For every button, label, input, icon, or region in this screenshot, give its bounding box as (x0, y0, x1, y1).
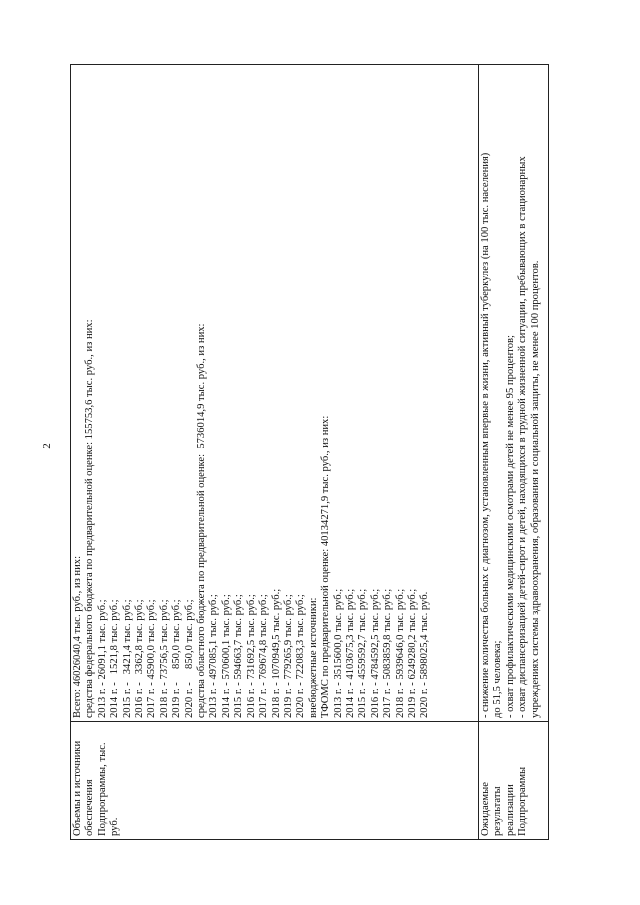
tfoms-year-line: 2019 г. - 6249280,2 тыс. руб.; (406, 588, 418, 718)
result-line: - снижение количества больных с диагнозом, установленным впервые в жизни, активный туберкулез (на 100 тыс. населения) (480, 152, 491, 718)
regional-year-line: 2018 г. - 1070949,5 тыс. руб.; (270, 588, 282, 718)
expected-results-row (479, 65, 549, 840)
regional-year-line: 2020 г. - 722083,3 тыс. руб.; (295, 594, 307, 718)
funding-label-line: Объемы и источники (72, 740, 83, 836)
tfoms-year-line: 2013 г. - 3515600,0 тыс. руб.; (332, 588, 344, 718)
federal-year-line: 2020 г. - 850,0 тыс. руб.; (183, 599, 195, 718)
results-label-line: реализации (504, 784, 516, 836)
federal-year-line: 2018 г. - 73756,5 тыс. руб.; (158, 599, 170, 718)
funding-label-line: Подпрограммы, тыс. (96, 742, 108, 836)
tfoms-year-line: 2016 г. - 4784592,5 тыс. руб.; (369, 588, 381, 718)
result-line: - охват диспансеризацией детей-сирот и детей, находящихся в трудной жизненной ситуации, пребывающих в стационарных (517, 156, 529, 718)
funding-content-cell (71, 65, 479, 722)
funding-total: Всего: 46026040,4 тыс. руб., из них: (72, 555, 83, 718)
tfoms-year-line: 2017 г. - 5083859,8 тыс. руб.; (382, 588, 394, 718)
regional-year-line: 2015 г. - 594663,7 тыс. руб.; (233, 594, 245, 718)
funding-row (71, 65, 479, 840)
rotated-landscape-wrapper (70, 65, 556, 840)
results-label-line: Ожидаемые (480, 782, 491, 836)
funding-label-cell (71, 722, 479, 840)
regional-budget-heading: средства областного бюджета по предварительной оценке: 5736014,9 тыс. руб., из них: (196, 323, 208, 718)
funding-label-line: руб. (109, 817, 121, 836)
expected-results-content-cell (479, 65, 549, 722)
federal-year-line: 2019 г. - 850,0 тыс. руб.; (171, 599, 183, 718)
results-label-line: результаты (492, 786, 504, 836)
tfoms-year-line: 2014 г. - 4103675,3 тыс. руб.; (344, 588, 356, 718)
tfoms-year-line: 2015 г. - 4559592,7 тыс. руб.; (357, 588, 369, 718)
regional-year-line: 2013 г. - 497085,1 тыс. руб.; (208, 594, 220, 718)
extrabudgetary-heading: внебюджетные источники: (307, 597, 319, 718)
result-line: учреждениях системы здравоохранения, образования и социальной защиты, не менее 100 процентов. (529, 260, 541, 718)
result-line: - охват профилактическими медицинскими осмотрами детей не менее 95 процентов; (504, 335, 516, 718)
subprogram-passport-table (70, 64, 549, 840)
federal-budget-heading: средства федерального бюджета по предварительной оценке: 155753,6 тыс. руб., из них: (84, 319, 96, 718)
result-line: до 51,5 человека; (492, 640, 504, 718)
regional-year-line: 2019 г. - 779265,9 тыс. руб.; (282, 594, 294, 718)
federal-year-line: 2017 г. - 45900,0 тыс. руб.; (146, 599, 158, 718)
federal-year-line: 2013 г. - 26091,1 тыс. руб.; (96, 599, 108, 718)
landscape-page-content (70, 65, 556, 840)
federal-year-line: 2015 г. - 3421,4 тыс. руб.; (121, 599, 133, 718)
federal-year-line: 2014 г. - 1521,8 тыс. руб.; (109, 599, 121, 718)
regional-year-line: 2016 г. - 731692,5 тыс. руб.; (245, 594, 257, 718)
regional-year-line: 2014 г. - 570600,1 тыс. руб.; (220, 594, 232, 718)
regional-year-line: 2017 г. - 769674,8 тыс. руб.; (258, 594, 270, 718)
tfoms-year-line: 2020 г. - 5898025,4 тыс. руб. (419, 591, 431, 718)
expected-results-label-cell (479, 722, 549, 840)
federal-year-line: 2016 г. - 3362,8 тыс. руб.; (134, 599, 146, 718)
funding-label-line: обеспечения (84, 779, 96, 836)
results-label-line: Подпрограммы (517, 766, 529, 836)
page-number: 2 (40, 443, 53, 449)
tfoms-heading: ТФОМС по предварительной оценке: 40134271,9 тыс. руб., из них: (320, 415, 332, 718)
tfoms-year-line: 2018 г. - 5939646,0 тыс. руб.; (394, 588, 406, 718)
